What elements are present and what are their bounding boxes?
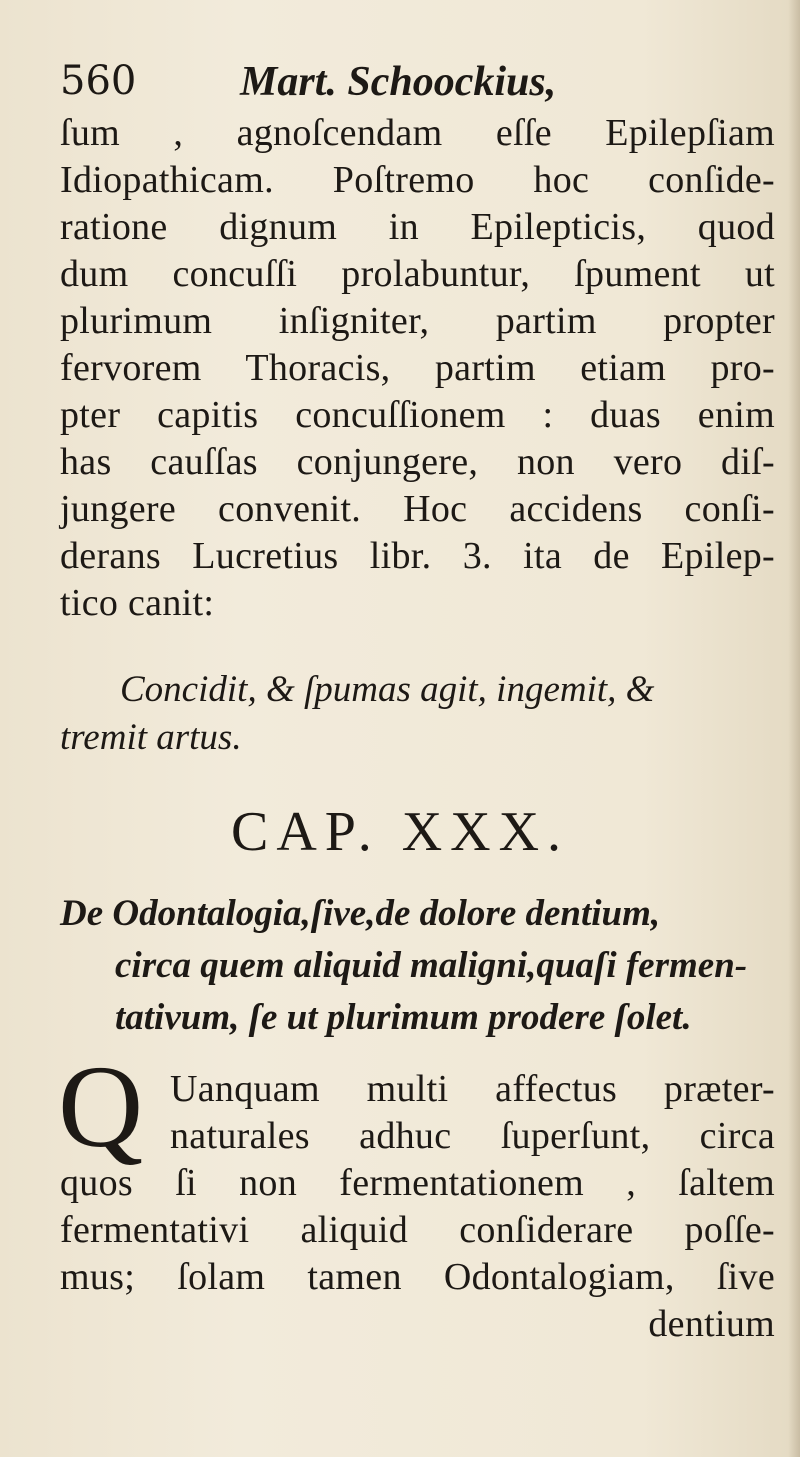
chapter-title-line: tativum, ſe ut plurimum prodere ſolet. [115, 997, 692, 1038]
text-line: derans Lucretius libr. 3. ita de Epilep- [60, 535, 775, 577]
chapter-title [60, 888, 790, 1044]
text-line: fermentativi aliquid conſiderare poſſe- [60, 1209, 775, 1251]
text-line: Idiopathicam. Poſtremo hoc conſide- [60, 159, 775, 201]
catchword: dentium [648, 1303, 775, 1345]
page-edge-shadow [788, 0, 800, 1457]
text-line: tico canit: [60, 582, 215, 624]
text-line: fervorem Thoracis, partim etiam pro- [60, 347, 775, 389]
paragraph-odontalogia [60, 1066, 775, 1348]
lucretius-quote [60, 666, 775, 762]
running-head: Mart. Schoockius, [240, 59, 557, 105]
drop-cap-initial: Q [58, 1041, 144, 1172]
verse-line: Concidit, & ſpumas agit, ingemit, & [120, 669, 655, 710]
text-line: ſum , agnoſcendam eſſe Epilepſiam [60, 112, 775, 154]
text-line: naturales adhuc ſuperſunt, circa [170, 1115, 775, 1157]
page-header [60, 58, 760, 118]
text-line: has cauſſas conjungere, non vero diſ- [60, 441, 775, 483]
chapter-title-line: circa quem aliquid maligni,quaſi fermen- [115, 945, 748, 986]
chapter-heading: CAP. XXX. [230, 801, 570, 863]
text-line: plurimum inſigniter, partim propter [60, 300, 775, 342]
text-line: ratione dignum in Epilepticis, quod [60, 206, 775, 248]
text-line: jungere convenit. Hoc accidens conſi- [60, 488, 775, 530]
text-line: mus; ſolam tamen Odontalogiam, ſive [60, 1256, 775, 1298]
text-line: pter capitis concuſſionem : duas enim [60, 394, 775, 436]
chapter-title-line: De Odontalogia,ſive,de dolore dentium, [60, 893, 661, 934]
page-number: 560 [60, 58, 137, 104]
text-line: quos ſi non fermentationem , ſaltem [60, 1162, 775, 1204]
paragraph-epilepsy [60, 110, 775, 627]
text-line: Uanquam multi affectus præter- [170, 1068, 775, 1110]
text-line: dum concuſſi prolabuntur, ſpument ut [60, 253, 775, 295]
verse-line: tremit artus. [60, 717, 242, 758]
